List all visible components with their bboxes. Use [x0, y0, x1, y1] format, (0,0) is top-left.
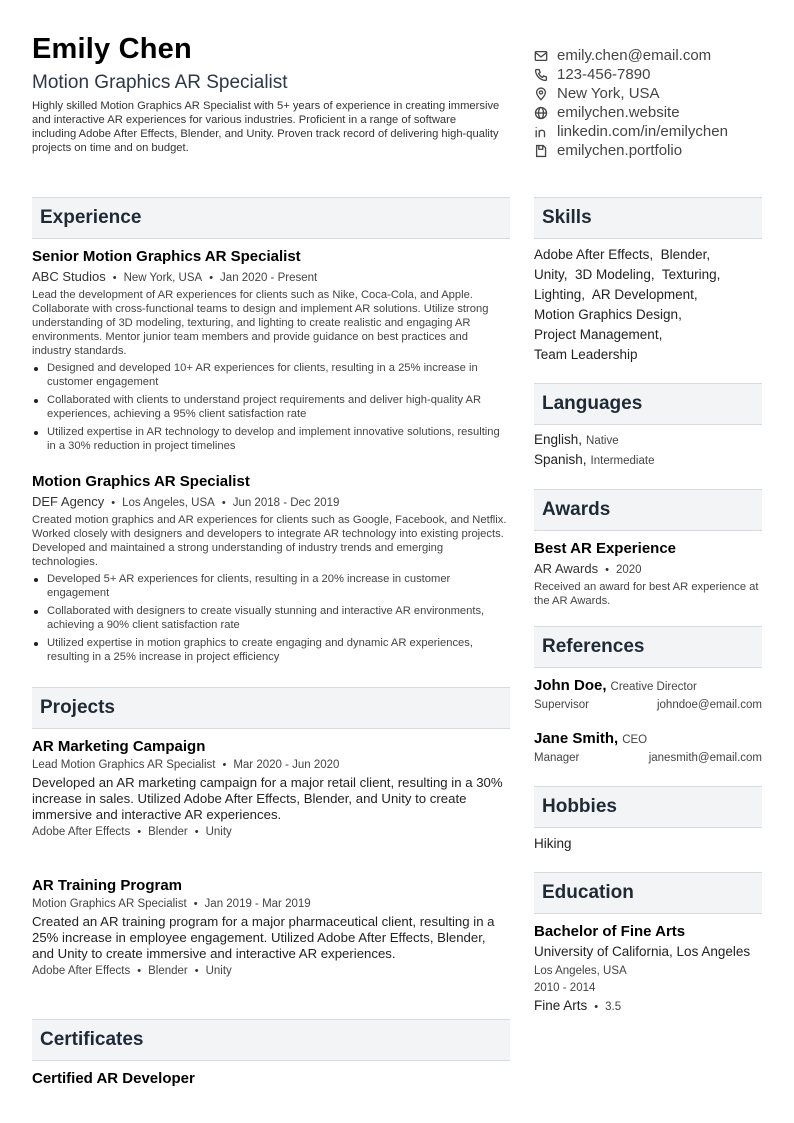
contact-phone-text: 123-456-7890	[557, 66, 651, 83]
list-item: Utilized expertise in motion graphics to create engaging and dynamic AR experiences, resulting in a 25% increase in project efficiency	[32, 636, 510, 664]
skill-tag: Adobe After Effects,	[534, 247, 654, 262]
contact-email[interactable]	[534, 46, 784, 65]
skill-tag: Texturing,	[661, 267, 721, 282]
hobbies-heading: Hobbies	[534, 786, 762, 828]
hobby-item: Hiking	[534, 836, 572, 851]
skill-tag: Lighting,	[534, 287, 586, 302]
job-location: New York, USA	[123, 272, 203, 284]
map-pin-icon	[534, 87, 548, 101]
job-meta: ABC Studios • New York, USA • Jan 2020 - Present	[32, 269, 318, 284]
education-location: Los Angeles, USA	[534, 965, 627, 977]
reference-role: CEO	[622, 734, 648, 746]
skill-tag: Project Management,	[534, 327, 663, 342]
portfolio-icon	[534, 144, 548, 158]
contact-email-text: emily.chen@email.com	[557, 47, 712, 64]
skill-tag: AR Development,	[591, 287, 698, 302]
project-tools: Adobe After Effects • Blender • Unity	[32, 826, 232, 838]
globe-icon	[534, 106, 548, 120]
education-heading: Education	[534, 872, 762, 914]
project-meta: Lead Motion Graphics AR Specialist • Mar 2020 - Jun 2020	[32, 759, 340, 771]
contact-website-text: emilychen.website	[557, 104, 680, 121]
reference-item-1	[534, 677, 762, 711]
list-item: Developed 5+ AR experiences for clients, resulting in a 20% increase in customer engagement	[32, 572, 510, 600]
certificate-title: Certified AR Developer	[32, 1070, 195, 1087]
contact-location	[534, 84, 784, 103]
job-location: Los Angeles, USA	[122, 497, 215, 509]
job-dates: Jan 2020 - Present	[220, 272, 318, 284]
award-item	[534, 540, 762, 608]
projects-heading: Projects	[32, 687, 510, 729]
job-description: Created motion graphics and AR experiences for clients such as Google, Facebook, and Netflix. Worked closely with designers and developers to integrate AR technology into existing projects. Developed and maintained a strong understanding of industry trends and emerging technologies.	[32, 514, 507, 568]
job-achievements	[32, 572, 510, 664]
skills-list	[534, 245, 762, 365]
job-description: Lead the development of AR experiences for clients such as Nike, Coca-Cola, and Apple. Collaborate with cross-functional teams to design and implement AR solutions. Utilize strong understanding of 3D modeling, texturing, and lighting to create realistic and engaging AR environments. Mentor junior team members and provide guidance on best practices and industry standards.	[32, 289, 489, 357]
project-description: Created an AR training program for a major pharmaceutical client, resulting in a 25% increase in employee engagement. Utilized Adobe After Effects, Blender, and Unity to create immersive and interactive AR experiences.	[32, 914, 495, 961]
award-description: Received an award for best AR experience at the AR Awards.	[534, 581, 759, 607]
skill-tag: Team Leadership	[534, 347, 638, 362]
reference-email[interactable]: johndoe@email.com	[656, 699, 762, 711]
job-achievements	[32, 361, 510, 453]
job-company: DEF Agency	[32, 494, 105, 509]
experience-item-2	[32, 473, 510, 668]
phone-icon	[534, 68, 548, 82]
reference-email[interactable]: janesmith@email.com	[648, 752, 762, 764]
contact-portfolio[interactable]	[534, 141, 784, 160]
awards-heading: Awards	[534, 489, 762, 531]
experience-item-1	[32, 248, 510, 457]
contact-phone[interactable]	[534, 65, 784, 84]
project-description: Developed an AR marketing campaign for a major retail client, resulting in a 30% increase in sales. Utilized Adobe After Effects, Blender, and Unity to create immersive and interactive AR experiences.	[32, 775, 503, 822]
reference-name: John Doe,	[534, 677, 607, 694]
skill-tag: Blender,	[660, 247, 711, 262]
reference-name: Jane Smith,	[534, 730, 619, 747]
skill-tag: Motion Graphics Design,	[534, 307, 682, 322]
certificate-item	[32, 1070, 510, 1087]
education-school: University of California, Los Angeles	[534, 944, 751, 959]
language-item: Spanish, Intermediate	[534, 452, 655, 467]
award-title: Best AR Experience	[534, 540, 677, 557]
award-meta: AR Awards • 2020	[534, 561, 642, 576]
summary-text: Highly skilled Motion Graphics AR Specialist with 5+ years of experience in creating immersive and interactive AR experiences for various industries. Proficient in a range of software including Adobe After Effects, Blender, and Unity. Proven track record of delivering high-quality projects on time and on budget.	[32, 100, 500, 154]
linkedin-icon	[534, 125, 548, 139]
list-item: Collaborated with designers to create visually stunning and interactive AR environments, achieving a 90% client satisfaction rate	[32, 604, 510, 632]
job-dates: Jun 2018 - Dec 2019	[232, 497, 340, 509]
job-title: Motion Graphics AR Specialist	[32, 473, 250, 490]
education-dates: 2010 - 2014	[534, 982, 596, 994]
experience-heading: Experience	[32, 197, 510, 239]
list-item: Utilized expertise in AR technology to develop and implement innovative solutions, resulting in a 30% reduction in project timelines	[32, 425, 510, 453]
project-item-1	[32, 738, 510, 838]
education-item	[534, 923, 762, 1013]
language-item: English, Native	[534, 432, 619, 447]
candidate-name: Emily Chen	[32, 33, 192, 65]
contact-list	[534, 46, 784, 160]
list-item: Designed and developed 10+ AR experiences for clients, resulting in a 25% increase in customer engagement	[32, 361, 510, 389]
project-dates: Mar 2020 - Jun 2020	[233, 759, 340, 771]
job-title: Senior Motion Graphics AR Specialist	[32, 248, 301, 265]
project-tools: Adobe After Effects • Blender • Unity	[32, 965, 232, 977]
languages-heading: Languages	[534, 383, 762, 425]
contact-location-text: New York, USA	[557, 85, 660, 102]
reference-item-2	[534, 730, 762, 764]
certificates-heading: Certificates	[32, 1019, 510, 1061]
candidate-role: Motion Graphics AR Specialist	[32, 72, 288, 93]
contact-linkedin-text: linkedin.com/in/emilychen	[557, 123, 728, 140]
skill-tag: 3D Modeling,	[575, 267, 655, 282]
project-role: Motion Graphics AR Specialist	[32, 898, 187, 910]
job-company: ABC Studios	[32, 269, 106, 284]
reference-role: Creative Director	[610, 681, 697, 693]
education-degree: Bachelor of Fine Arts	[534, 923, 686, 940]
reference-relation: Supervisor	[534, 699, 589, 711]
project-role: Lead Motion Graphics AR Specialist	[32, 759, 216, 771]
contact-linkedin[interactable]	[534, 122, 784, 141]
project-title: AR Marketing Campaign	[32, 738, 206, 755]
project-dates: Jan 2019 - Mar 2019	[204, 898, 311, 910]
skill-tag: Unity,	[534, 267, 568, 282]
project-title: AR Training Program	[32, 877, 183, 894]
project-meta: Motion Graphics AR Specialist • Jan 2019 - Mar 2019	[32, 898, 311, 910]
education-field: Fine Arts • 3.5	[534, 998, 622, 1013]
references-heading: References	[534, 626, 762, 668]
job-meta: DEF Agency • Los Angeles, USA • Jun 2018 - Dec 2019	[32, 494, 340, 509]
contact-website[interactable]	[534, 103, 784, 122]
project-item-2	[32, 877, 510, 977]
languages-list	[534, 432, 762, 472]
reference-relation: Manager	[534, 752, 580, 764]
mail-icon	[534, 49, 548, 63]
skills-heading: Skills	[534, 197, 762, 239]
contact-portfolio-text: emilychen.portfolio	[557, 142, 683, 159]
list-item: Collaborated with clients to understand project requirements and deliver high-quality AR experiences, achieving a 95% client satisfaction rate	[32, 393, 510, 421]
